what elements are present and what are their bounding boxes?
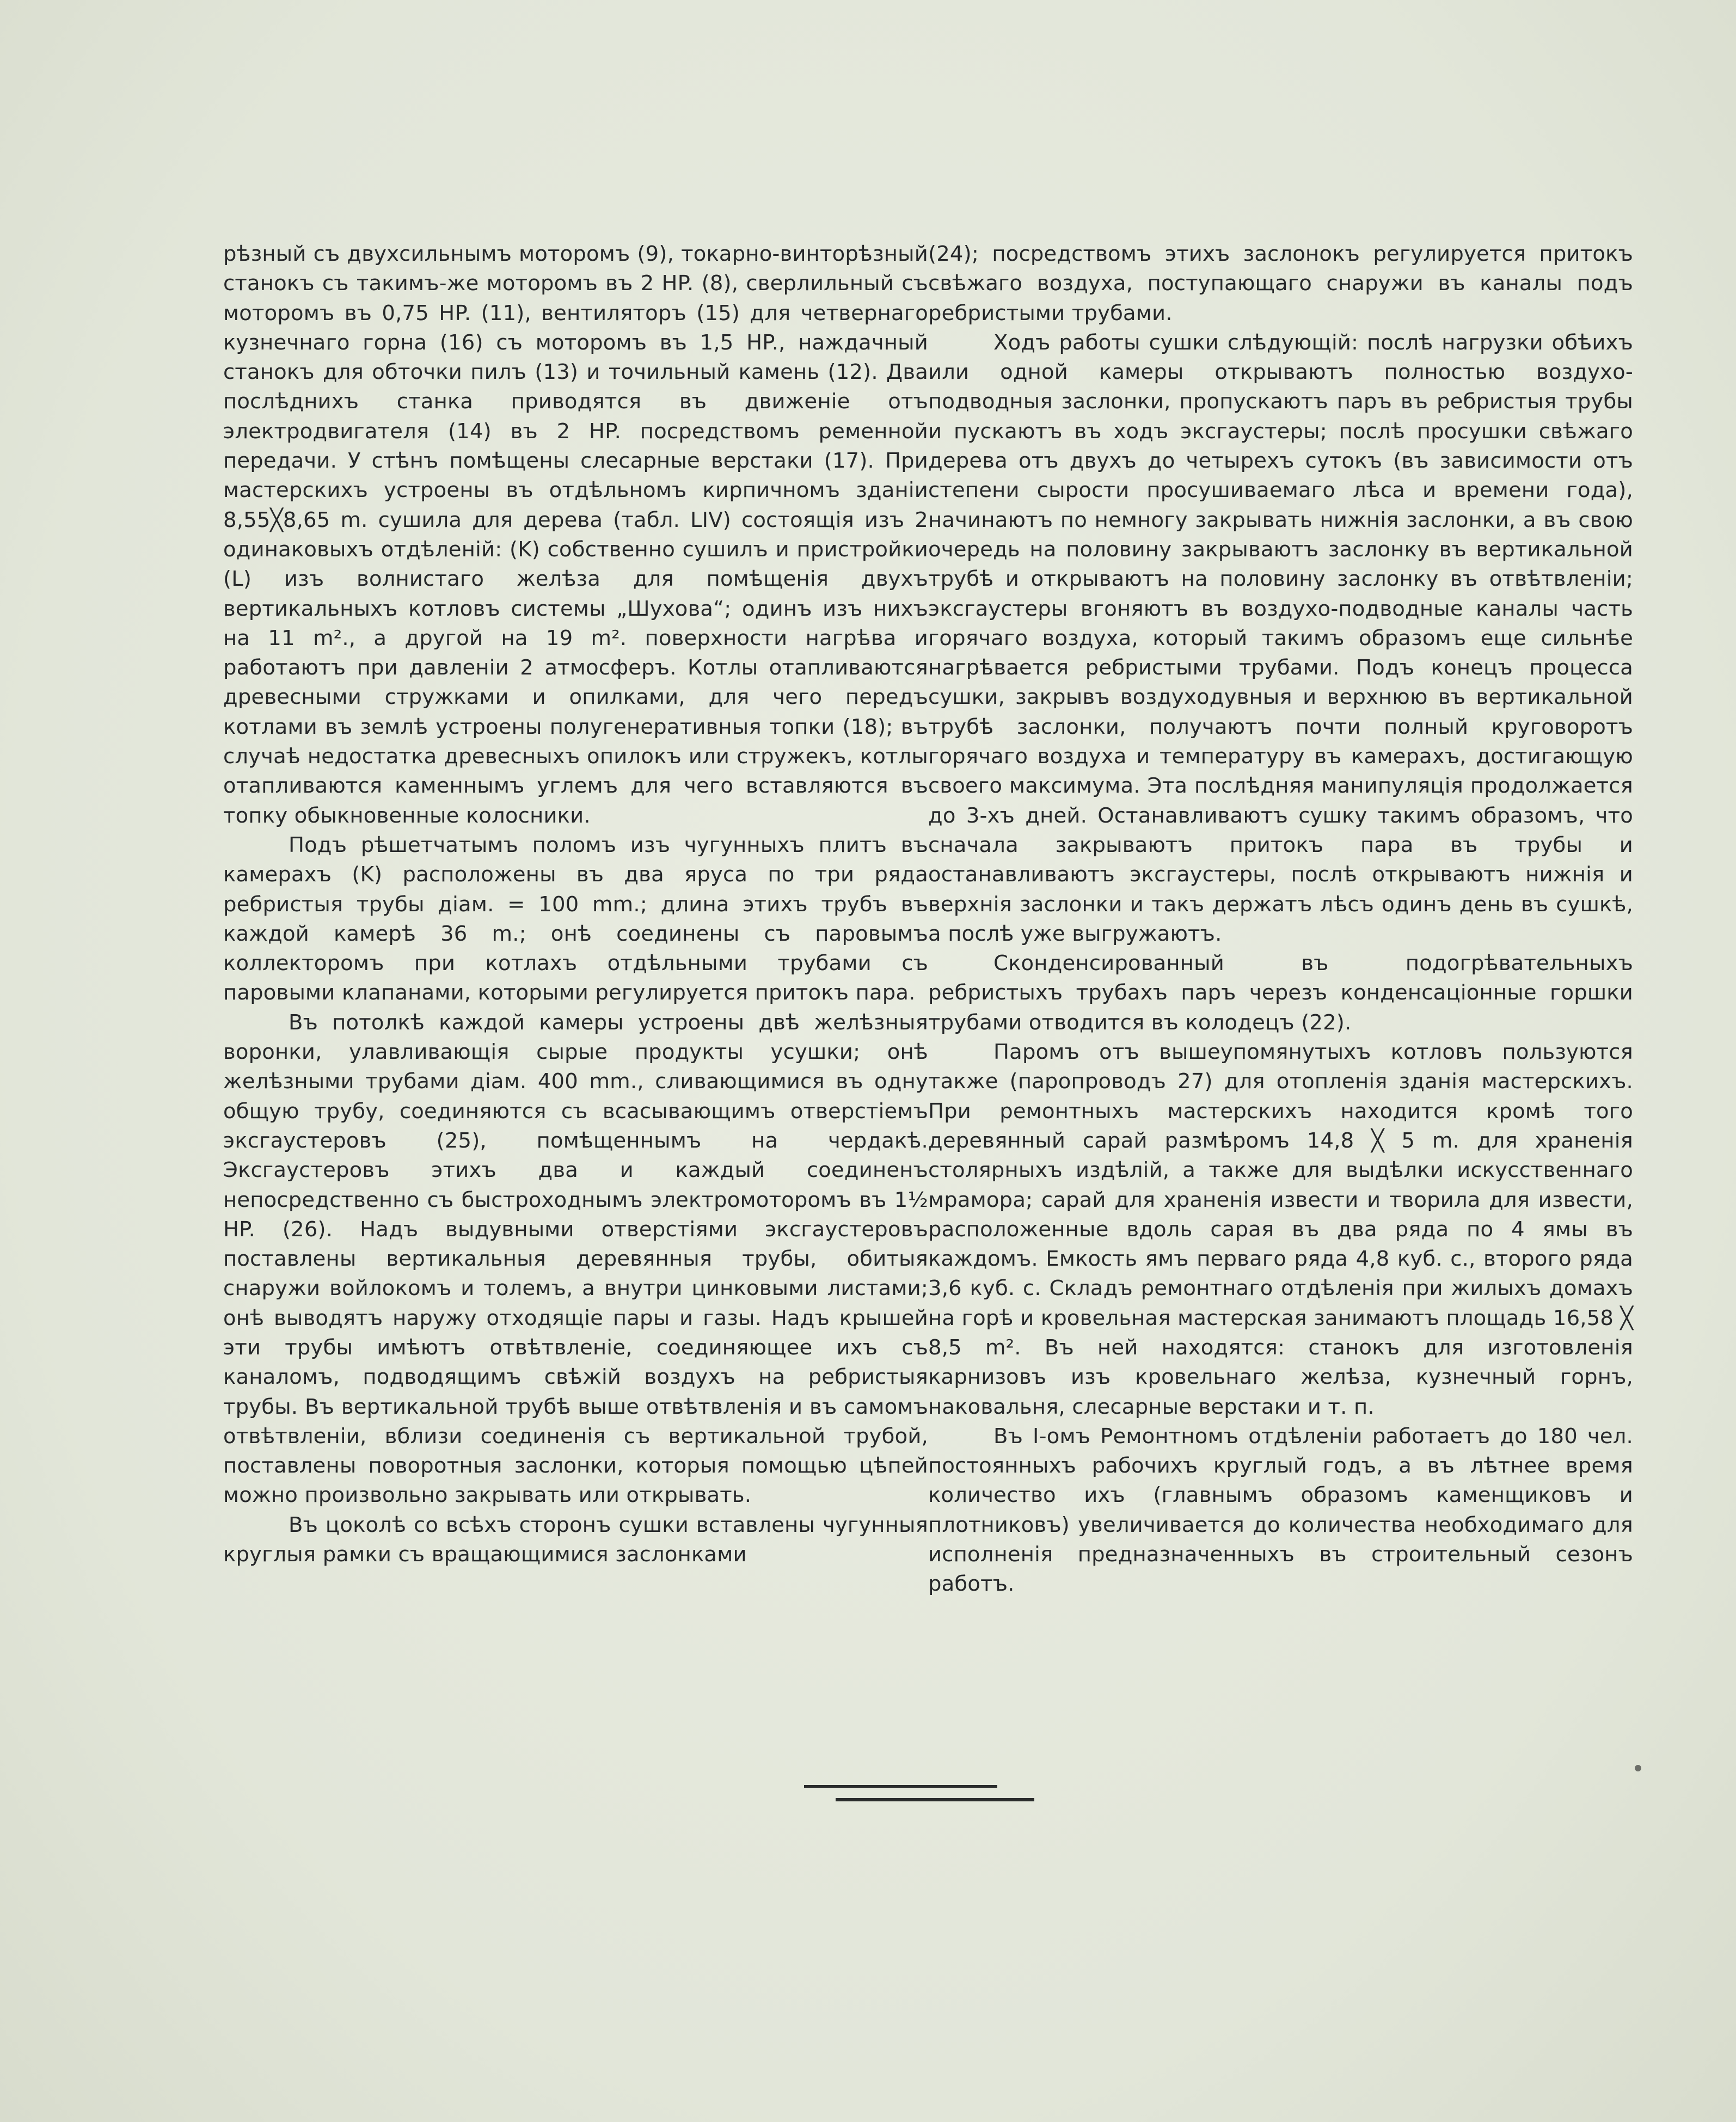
right-paragraph-3: Сконденсированный въ подогрѣвательныхъ ребристыхъ трубахъ паръ черезъ конденсаціонные горшки трубами отводится въ колодецъ (22). <box>928 951 1633 1035</box>
left-paragraph-1: рѣзный съ двухсильнымъ моторомъ (9), токарно-винторѣзный станокъ съ такимъ-же моторомъ въ 2 HP. (8), сверлильный съ моторомъ въ 0,75 HP. (11), вентиляторъ (15) для четвернаго кузнечнаго горна (16) съ моторомъ въ 1,5 HP., наждачный станокъ для обточки пилъ (13) и точильный камень (12). Два послѣднихъ станка приводятся въ движеніе отъ электродвигателя (14) въ 2 HP. посредствомъ ременной передачи. У стѣнъ помѣщены слесарные верстаки (17). При мастерскихъ устроены въ отдѣльномъ кирпичномъ зданіи 8,55╳8,65 m. сушила для дерева (табл. LIV) состоящія изъ 2 одинаковыхъ отдѣленій: (K) собственно сушилъ и пристройки (L) изъ волнистаго желѣза для помѣщенія двухъ вертикальныхъ котловъ системы „Шухова“; одинъ изъ нихъ на 11 m²., а другой на 19 m². поверхности нагрѣва и работаютъ при давленіи 2 атмосферъ. Котлы отапливаются древесными стружками и опилками, для чего передъ котлами въ землѣ устроены полугенеративныя топки (18); въ случаѣ недостатка древесныхъ опилокъ или стружекъ, котлы отапливаются каменнымъ углемъ для чего вставляются въ топку обыкновенные колосники. <box>223 242 928 828</box>
right-paragraph-5: Въ I-омъ Ремонтномъ отдѣленіи работаетъ до 180 чел. постоянныхъ рабочихъ круглый годъ, а въ лѣтнее время количество ихъ (главнымъ образомъ каменщиковъ и плотниковъ) увеличивается до количества необходимаго для исполненія предназначенныхъ въ строительный сезонъ работъ. <box>928 1424 1633 1597</box>
left-paragraph-3: Въ потолкѣ каждой камеры устроены двѣ желѣзныя воронки, улавливающія сырые продукты усушки; онѣ желѣзными трубами діам. 400 mm., сливающимися въ одну общую трубу, соединяются съ всасывающимъ отверстіемъ эксгаустеровъ (25), помѣщеннымъ на чердакѣ. Эксгаустеровъ этихъ два и каждый соединенъ непосредственно съ быстроходнымъ электромоторомъ въ 1½ HP. (26). Надъ выдувными отверстіями эксгаустеровъ поставлены вертикальныя деревянныя трубы, обитыя снаружи войлокомъ и толемъ, а внутри цинковыми листами; онѣ выводятъ наружу отходящіе пары и газы. Надъ крышей эти трубы имѣютъ отвѣтвленіе, соединяющее ихъ съ каналомъ, подводящимъ свѣжій воздухъ на ребристыя трубы. Въ вертикальной трубѣ выше отвѣтвленія и въ самомъ отвѣтвленіи, вблизи соединенія съ вертикальной трубой, поставлены поворотныя заслонки, которыя помощью цѣпей можно произвольно закрывать или открывать. <box>223 1010 928 1508</box>
right-paragraph-1: (24); посредствомъ этихъ заслонокъ регулируется притокъ свѣжаго воздуха, поступающаго снаружи въ каналы подъ ребристыми трубами. <box>928 242 1633 326</box>
right-paragraph-4: Паромъ отъ вышеупомянутыхъ котловъ пользуются также (паропроводъ 27) для отопленія зданія мастерскихъ. При ремонтныхъ мастерскихъ находится кромѣ того деревянный сарай размѣромъ 14,8 ╳ 5 m. для храненія столярныхъ издѣлій, а также для выдѣлки искусственнаго мрамора; сарай для храненія извести и творила для извести, расположенные вдоль сарая въ два ряда по 4 ямы въ каждомъ. Емкость ямъ перваго ряда 4,8 куб. с., второго ряда 3,6 куб. с. Складъ ремонтнаго отдѣленія при жилыхъ домахъ на горѣ и кровельная мастерская занимаютъ площадь 16,58 ╳ 8,5 m². Въ ней находятся: станокъ для изготовленія карнизовъ изъ кровельнаго желѣза, кузнечный горнъ, наковальня, слесарные верстаки и т. п. <box>928 1040 1633 1419</box>
right-paragraph-2: Ходъ работы сушки слѣдующій: послѣ нагрузки обѣихъ или одной камеры открываютъ полностью воздухо-подводныя заслонки, пропускаютъ паръ въ ребристыя трубы и пускаютъ въ ходъ эксгаустеры; послѣ просушки свѣжаго дерева отъ двухъ до четырехъ сутокъ (въ зависимости отъ степени сырости просушиваемаго лѣса и времени года), начинаютъ по немногу закрывать нижнія заслонки, а въ свою очередь на половину закрываютъ заслонку въ вертикальной трубѣ и открываютъ на половину заслонку въ отвѣтвленіи; эксгаустеры вгоняютъ въ воздухо-подводные каналы часть горячаго воздуха, который такимъ образомъ еще сильнѣе нагрѣвается ребристыми трубами. Подъ конецъ процесса сушки, закрывъ воздуходувныя и верхнюю въ вертикальной трубѣ заслонки, получаютъ почти полный круговоротъ горячаго воздуха и температуру въ камерахъ, достигающую своего максимума. Эта послѣдняя манипуляція продолжается до 3-хъ дней. Останавливаютъ сушку такимъ образомъ, что сначала закрываютъ притокъ пара въ трубы и останавливаютъ эксгаустеры, послѣ открываютъ нижнія и верхнія заслонки и такъ держатъ лѣсъ одинъ день въ сушкѣ, а послѣ уже выгружаютъ. <box>928 330 1633 946</box>
end-divider-bottom <box>836 1798 1034 1801</box>
end-divider-top <box>804 1785 997 1788</box>
left-text-column <box>223 240 928 1569</box>
left-paragraph-2: Подъ рѣшетчатымъ поломъ изъ чугунныхъ плитъ въ камерахъ (K) расположены въ два яруса по три ряда ребристыя трубы діам. = 100 mm.; длина этихъ трубъ въ каждой камерѣ 36 m.; онѣ соединены съ паровымъ коллекторомъ при котлахъ отдѣльными трубами съ паровыми клапанами, которыми регулируется притокъ пара. <box>223 832 928 1005</box>
right-text-column <box>928 240 1633 1599</box>
paper-speck <box>1635 1765 1641 1771</box>
left-paragraph-4: Въ цоколѣ со всѣхъ сторонъ сушки вставлены чугунныя круглыя рамки съ вращающимися заслонками <box>223 1512 928 1567</box>
